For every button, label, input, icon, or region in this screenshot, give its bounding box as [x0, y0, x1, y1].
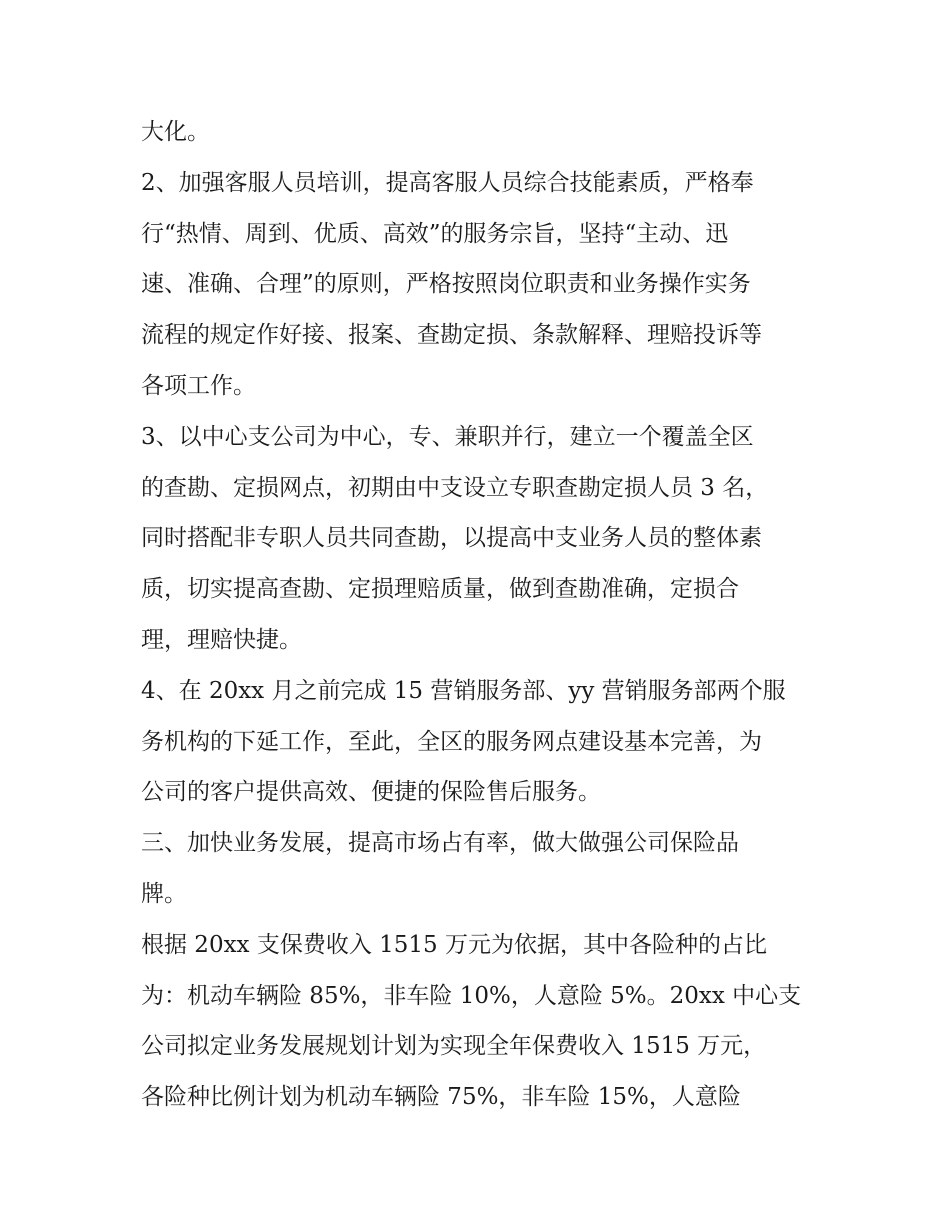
text-line: 大化。 [141, 119, 210, 145]
text-line: 理，理赔快捷。 [141, 626, 302, 653]
text-line: 公司的客户提供高效、便捷的保险售后服务。 [141, 779, 601, 806]
text-line: 3、以中心支公司为中心，专、兼职并行，建立一个覆盖全区 [141, 423, 754, 450]
text-line: 根据 20xx 支保费收入 1515 万元为依据，其中各险种的占比 [141, 931, 767, 958]
text-line: 速、准确、合理”的原则，严格按照岗位职责和业务操作实务 [141, 271, 751, 298]
text-line: 的查勘、定损网点，初期由中支设立专职查勘定损人员 3 名， [141, 474, 769, 501]
text-line: 质，切实提高查勘、定损理赔质量，做到查勘准确，定损合 [141, 576, 739, 603]
text-line: 4、在 20xx 月之前完成 15 营销服务部、yy 营销服务部两个服 [141, 677, 786, 704]
text-line: 务机构的下延工作，至此，全区的服务网点建设基本完善，为 [141, 728, 762, 755]
text-line: 各项工作。 [141, 372, 256, 399]
text-line: 为：机动车辆险 85%，非车险 10%，人意险 5%。20xx 中心支 [141, 982, 802, 1009]
text-line: 牌。 [141, 880, 187, 907]
text-line: 三、加快业务发展，提高市场占有率，做大做强公司保险品 [141, 830, 739, 857]
text-line: 同时搭配非专职人员共同查勘，以提高中支业务人员的整体素 [141, 525, 762, 552]
text-line: 行“热情、周到、优质、高效”的服务宗旨，坚持“主动、迅 [141, 220, 729, 247]
text-line: 各险种比例计划为机动车辆险 75%，非车险 15%，人意险 [141, 1084, 741, 1111]
text-line: 公司拟定业务发展规划计划为实现全年保费收入 1515 万元， [141, 1033, 767, 1060]
text-line: 2、加强客服人员培训，提高客服人员综合技能素质，严格奉 [141, 169, 754, 196]
document-body [141, 107, 831, 1123]
text-line: 流程的规定作好接、报案、查勘定损、条款解释、理赔投诉等 [141, 322, 762, 349]
